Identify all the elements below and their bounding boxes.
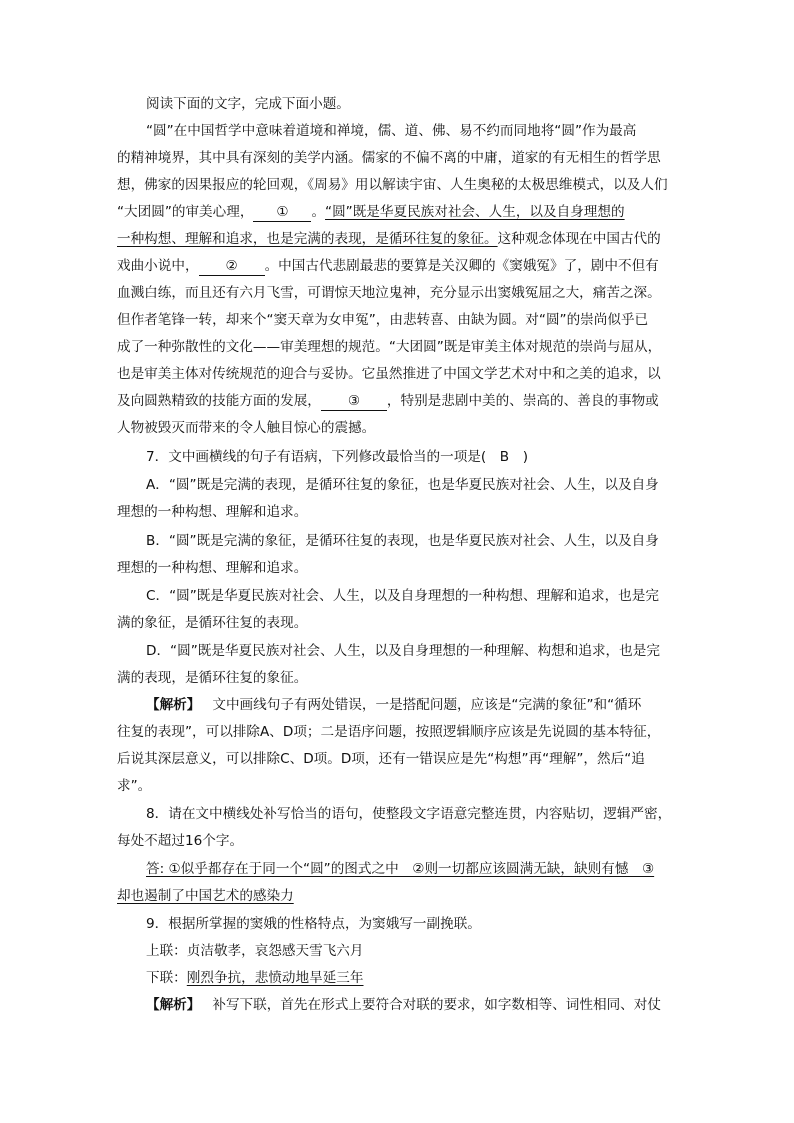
passage-line-1: “圆”在中国哲学中意味着道境和禅境，儒、道、佛、易不约而同地将“圆”作为最高 xyxy=(146,123,637,139)
q7-stem: 7．文中画横线的句子有语病，下列修改最恰当的一项是( B ) xyxy=(146,449,529,465)
q9-analysis-line-1: 【解析】 补写下联，首先在形式上要符合对联的要求，如字数相等、词性相同、对仗 xyxy=(146,997,661,1013)
passage-line-10: 也是审美主体对传统规范的迎合与妥协。它虽然推进了中国文学艺术对中和之美的追求，以 xyxy=(117,366,661,382)
q8-stem-line-2: 每处不超过16个字。 xyxy=(117,833,244,849)
passage-line-2: 的精神境界，其中具有深刻的美学内涵。儒家的不偏不离的中庸，道家的有无相生的哲学思 xyxy=(117,150,661,166)
analysis-tag: 【解析】 xyxy=(146,697,201,713)
q7-option-a-cont: 理想的一种构想、理解和追求。 xyxy=(117,504,308,520)
q7-analysis-line-2: 往复的表现”，可以排除A、D项；二是语序问题，按照逻辑顺序应该是先说圆的基本特征， xyxy=(117,724,661,740)
passage-line-12: 人物被毁灭而带来的令人触目惊心的震撼。 xyxy=(117,420,376,436)
blank-2[interactable]: ② xyxy=(199,257,265,276)
underlined-sentence: “圆”既是华夏民族对社会、人生，以及自身理想的 xyxy=(325,204,625,220)
passage-line-8: 但作者笔锋一转，却来个“窦天章为女申冤”，由悲转喜、由缺为圆。对“圆”的崇尚似乎已 xyxy=(117,312,649,328)
q7-option-d[interactable]: D．“圆”既是华夏民族对社会、人生，以及自身理想的一种理解、构想和追求，也是完 xyxy=(146,643,660,659)
blank-1[interactable]: ① xyxy=(253,203,311,222)
passage-line-3: 想，佛家的因果报应的轮回观，《周易》用以解读宇宙、人生奥秘的太极思维模式，以及人们 xyxy=(117,177,668,193)
passage-line-4: “大团圆”的审美心理， ① 。“圆”既是华夏民族对社会、人生，以及自身理想的 xyxy=(117,204,625,220)
q7-option-a[interactable]: A．“圆”既是完满的表现，是循环往复的象征，也是华夏民族对社会、人生，以及自身 xyxy=(146,477,659,493)
passage-line-9: 成了一种弥散性的文化——审美理想的规范。“大团圆”既是审美主体对规范的崇尚与屈从， xyxy=(117,339,662,355)
blank-3[interactable]: ③ xyxy=(321,392,387,411)
q9-stem: 9．根据所掌握的窦娥的性格特点，为窦娥写一副挽联。 xyxy=(146,916,481,932)
q7-option-c-cont: 满的象征，是循环往复的表现。 xyxy=(117,615,308,631)
q7-option-b-cont: 理想的一种构想、理解和追求。 xyxy=(117,560,308,576)
q7-option-c[interactable]: C．“圆”既是华夏民族对社会、人生，以及自身理想的一种构想、理解和追求，也是完 xyxy=(146,588,659,604)
intro-line: 阅读下面的文字，完成下面小题。 xyxy=(146,96,350,112)
q7-analysis-line-3: 后说其深层意义，可以排除C、D项。D项，还有一错误应是先“构想”再“理解”，然后“追 xyxy=(117,751,645,767)
q8-stem-line-1: 8．请在文中横线处补写恰当的语句，使整段文字语意完整连贯，内容贴切，逻辑严密， xyxy=(146,806,672,822)
passage-line-11: 及向圆熟精致的技能方面的发展， ③ ，特别是悲剧中美的、崇高的、善良的事物或 xyxy=(117,393,659,409)
q7-option-d-cont: 满的表现，是循环往复的象征。 xyxy=(117,670,308,686)
q8-answer-line-1: 答: ①似乎都存在于同一个“圆”的图式之中 ②则一切都应该圆满无缺，缺则有憾 ③ xyxy=(146,861,655,877)
passage-line-7: 血溅白练，而且还有六月飞雪，可谓惊天地泣鬼神，充分显示出窦娥冤屈之大，痛苦之深。 xyxy=(117,285,661,301)
q7-analysis-line-1: 【解析】 文中画线句子有两处错误，一是搭配问题，应该是“完满的象征”和“循环 xyxy=(146,697,642,713)
underlined-sentence-cont: 一种构想、理解和追求，也是完满的表现，是循环往复的象征。 xyxy=(117,231,498,247)
q9-lower-couplet: 下联：刚烈争抗，悲愤动地旱延三年 xyxy=(146,970,364,986)
analysis-tag: 【解析】 xyxy=(146,997,201,1013)
q7-option-b[interactable]: B．“圆”既是完满的象征，是循环往复的表现，也是华夏民族对社会、人生，以及自身 xyxy=(146,533,659,549)
q8-answer-line-2: 却也遏制了中国艺术的感染力 xyxy=(117,888,294,904)
q9-upper-couplet: 上联：贞洁敬孝，哀怨感天雪飞六月 xyxy=(146,943,364,959)
passage-line-6: 戏曲小说中， ② 。中国古代悲剧最悲的要算是关汉卿的《窦娥冤》了，剧中不但有 xyxy=(117,258,659,274)
q7-analysis-line-4: 求”。 xyxy=(117,778,152,794)
passage-line-5: 一种构想、理解和追求，也是完满的表现，是循环往复的象征。这种观念体现在中国古代的 xyxy=(117,231,661,247)
